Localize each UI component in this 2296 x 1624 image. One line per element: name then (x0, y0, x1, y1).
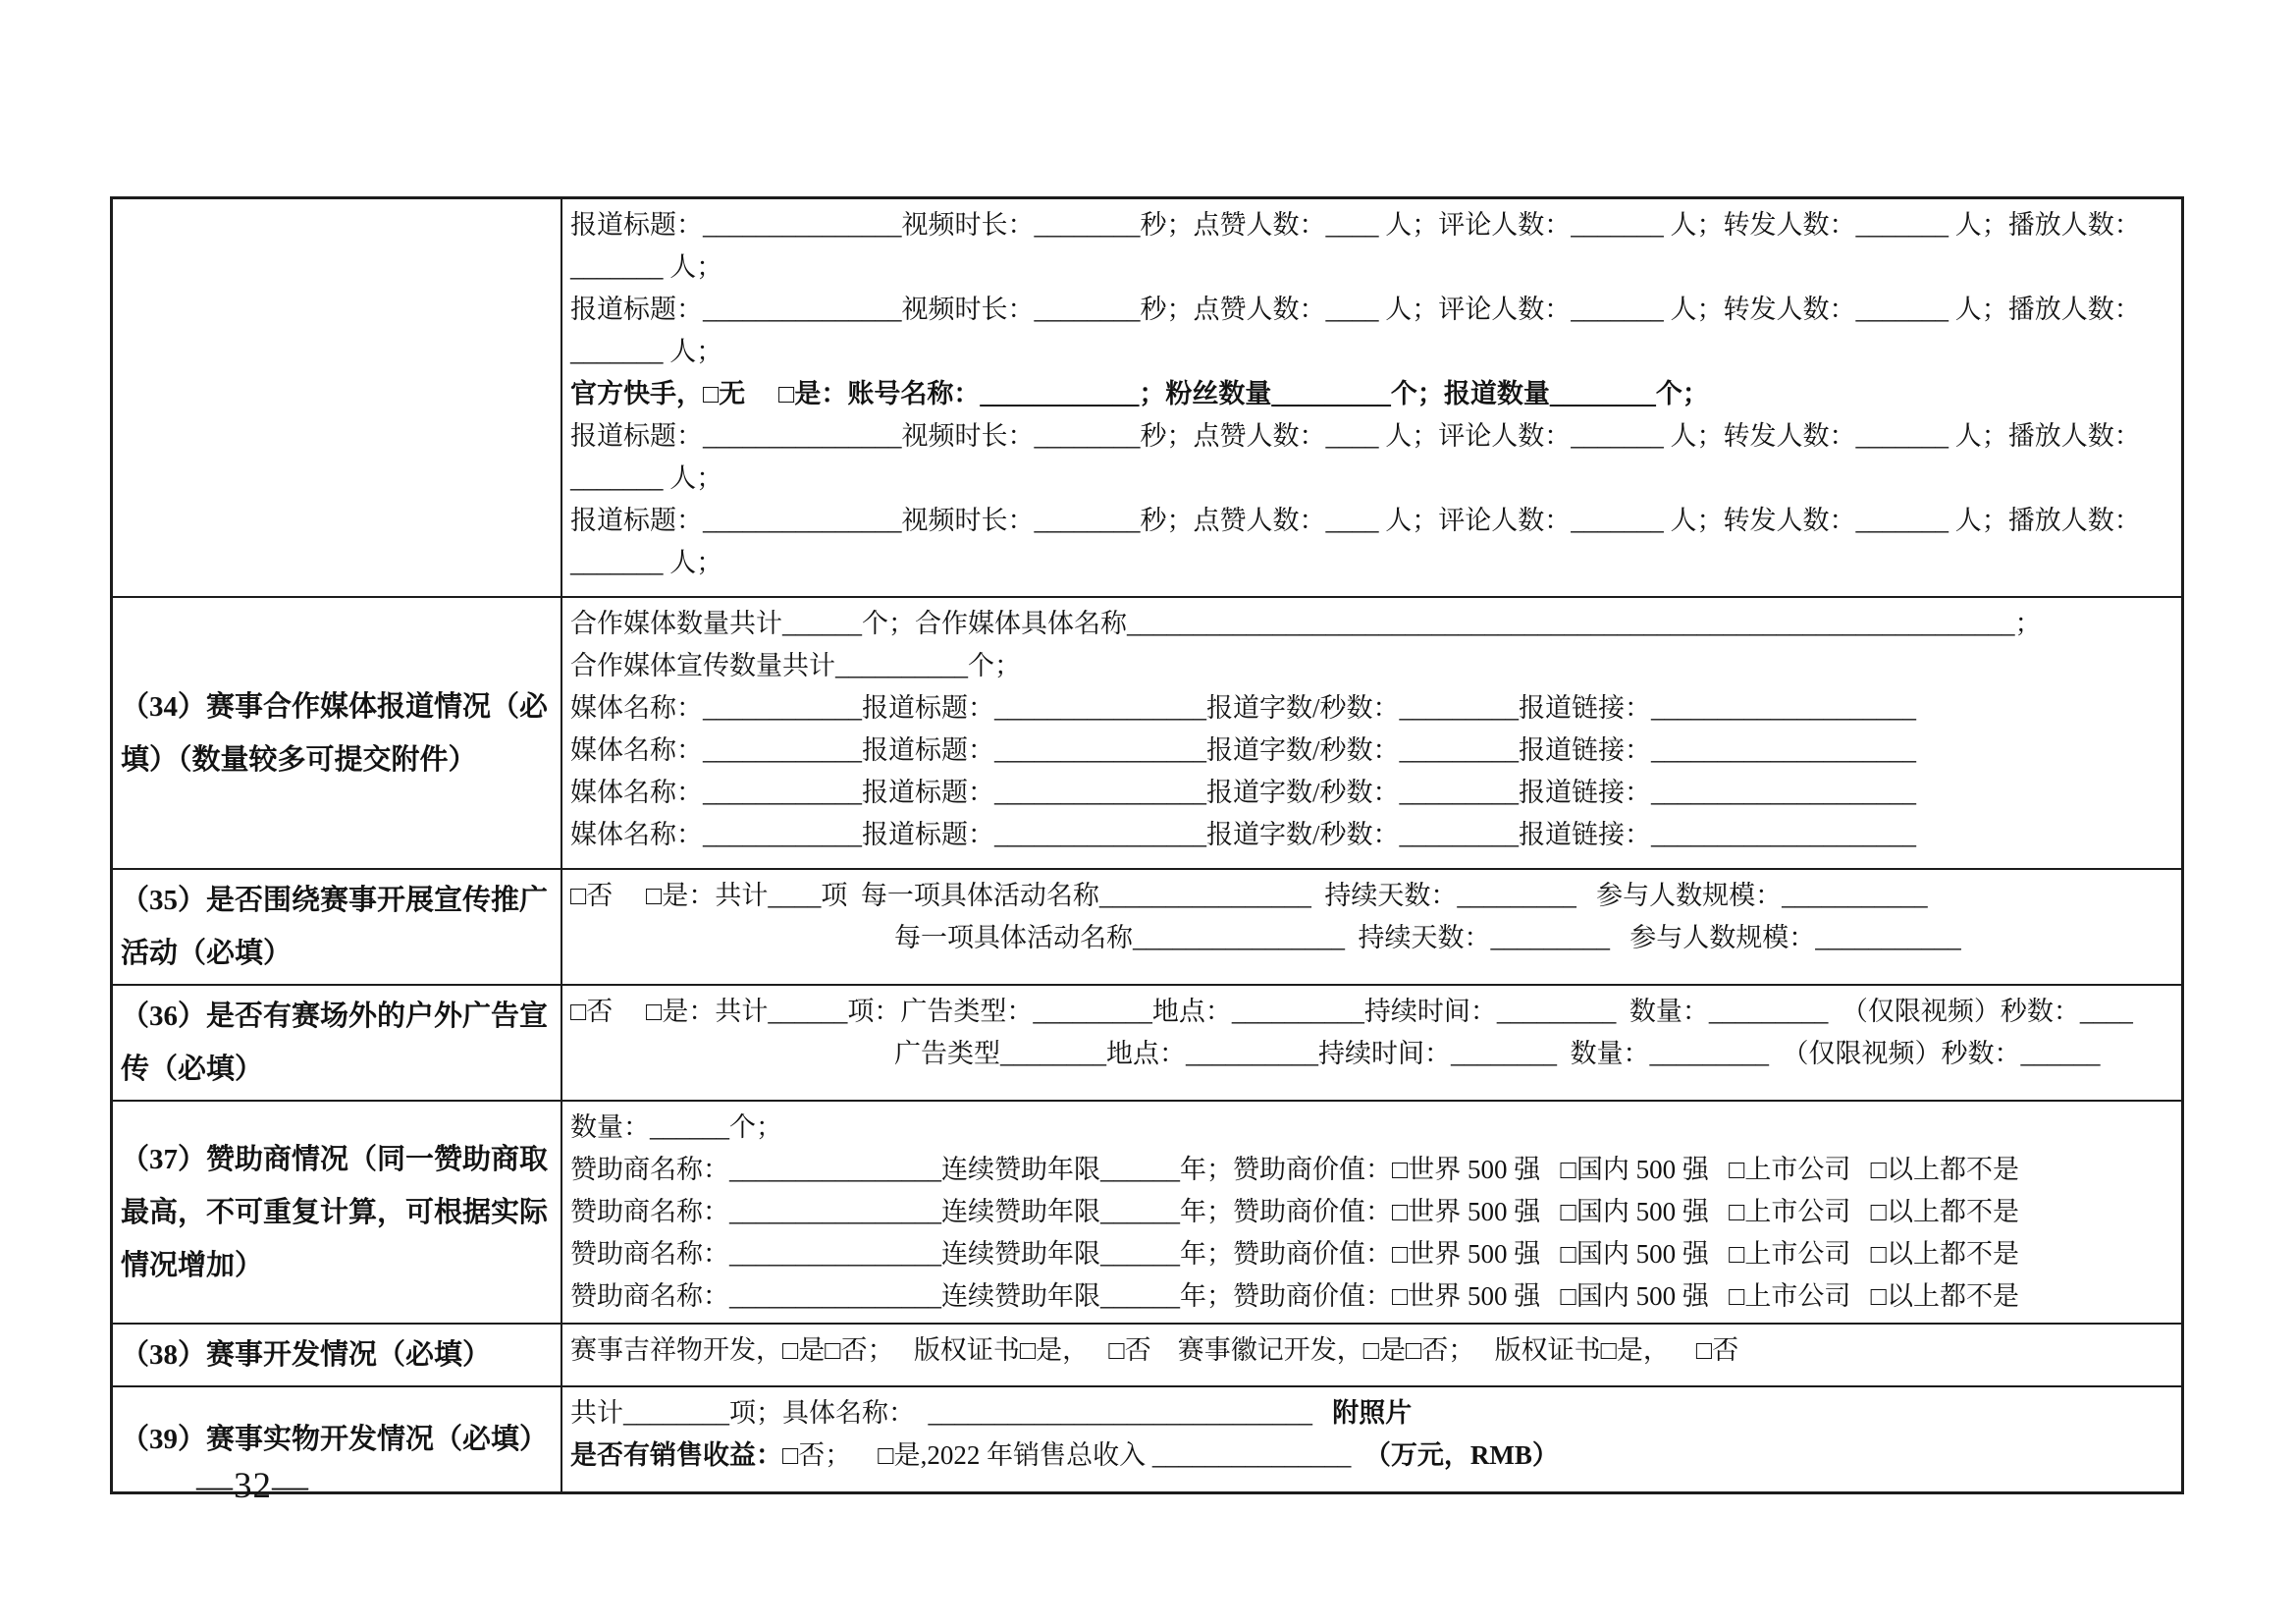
form-line-text: 赞助商名称：________________连续赞助年限______年；赞助商价值：□世界 500 强 □国内 500 强 □上市公司 □以上都不是 (570, 1239, 2019, 1269)
row-label (113, 1325, 562, 1385)
form-line (570, 1275, 2175, 1318)
form-line-text-bold: 官方快手，□无 □是：账号名称：____________；粉丝数量_________个；报道数量________个； (570, 379, 1709, 408)
form-line-text: 报道标题：_______________视频时长：________秒；点赞人数：____ 人；评论人数：_______ 人；转发人数：_______ 人；播放人数：_______ 人； (570, 421, 2141, 493)
form-line (570, 1107, 2175, 1149)
form-line-text: □否 □是：共计____项 每一项具体活动名称________________ 持续天数：_________ 参与人数规模：___________ (570, 881, 1928, 910)
form-line (570, 687, 2175, 730)
row-label-text: （36）是否有赛场外的户外广告宣传（必填） (121, 1001, 549, 1085)
row-content (562, 199, 2181, 596)
row-label (113, 199, 562, 596)
form-line-text: 媒体名称：____________报道标题：________________报道字数/秒数：_________报道链接：____________________ (570, 693, 1917, 723)
row-content (562, 1325, 2181, 1385)
row-label-text: （34）赛事合作媒体报道情况（必填）（数量较多可提交附件） (121, 690, 549, 776)
form-line (570, 875, 2175, 917)
form-line-text: 合作媒体数量共计______个；合作媒体具体名称___________________________________________________________________； (570, 609, 2042, 638)
form-line-text: 每一项具体活动名称________________ 持续天数：_________ 参与人数规模：___________ (894, 923, 1961, 952)
form-line (570, 204, 2175, 289)
form-table (110, 196, 2184, 1494)
form-line-text-bold: （万元，RMB） (1363, 1440, 1559, 1470)
form-line (570, 289, 2175, 373)
form-line-text: 报道标题：_______________视频时长：________秒；点赞人数：____ 人；评论人数：_______ 人；转发人数：_______ 人；播放人数：_______ 人； (570, 210, 2141, 282)
row-label (113, 1387, 562, 1491)
row-content (562, 1387, 2181, 1491)
row-label (113, 1102, 562, 1323)
form-line-text: 赞助商名称：________________连续赞助年限______年；赞助商价值：□世界 500 强 □国内 500 强 □上市公司 □以上都不是 (570, 1281, 2019, 1311)
form-line (570, 603, 2175, 645)
form-line-text: □否 □是：共计______项：广告类型：_________地点：__________持续时间：_________ 数量：_________ （仅限视频）秒数：____ (570, 997, 2133, 1026)
row-label-text: （39）赛事实物开发情况（必填） (121, 1424, 549, 1455)
row-label (113, 986, 562, 1100)
form-line (570, 917, 2175, 959)
row-content (562, 870, 2181, 984)
form-line-text: 合作媒体宣传数量共计__________个； (570, 651, 1021, 680)
table-row-r35 (113, 868, 2181, 984)
form-line-text: 广告类型________地点：__________持续时间：________ 数量：_________ （仅限视频）秒数：______ (894, 1039, 2101, 1068)
form-line-text: 媒体名称：____________报道标题：________________报道字数/秒数：_________报道链接：____________________ (570, 820, 1917, 849)
form-line (570, 730, 2175, 772)
form-line (570, 415, 2175, 500)
table-row-r39 (113, 1385, 2181, 1491)
form-line-text: 共计________项；具体名称： _____________________________ (570, 1398, 1333, 1428)
form-line-text: 媒体名称：____________报道标题：________________报道字数/秒数：_________报道链接：____________________ (570, 735, 1917, 765)
form-line-text-bold: 是否有销售收益： (570, 1440, 782, 1470)
form-line (570, 1233, 2175, 1275)
form-line-text: □否； □是,2022 年销售总收入 _______________ (782, 1440, 1364, 1470)
table-row-r36 (113, 984, 2181, 1100)
row-content (562, 986, 2181, 1100)
form-line (570, 645, 2175, 687)
form-line (570, 772, 2175, 814)
page-number: —32— (196, 1466, 309, 1506)
form-line (570, 1149, 2175, 1191)
form-line-text: 赞助商名称：________________连续赞助年限______年；赞助商价值：□世界 500 强 □国内 500 强 □上市公司 □以上都不是 (570, 1197, 2019, 1226)
row-label-text: （37）赞助商情况（同一赞助商取最高，不可重复计算，可根据实际情况增加） (121, 1143, 549, 1281)
form-line (570, 373, 2175, 415)
form-line-text: 赛事吉祥物开发，□是□否； 版权证书□是， □否 赛事徽记开发，□是□否； 版权证书□是， □否 (570, 1335, 1739, 1365)
form-line-text: 赞助商名称：________________连续赞助年限______年；赞助商价值：□世界 500 强 □国内 500 强 □上市公司 □以上都不是 (570, 1155, 2019, 1184)
form-line-text-bold: 附照片 (1332, 1398, 1413, 1428)
row-label-text: （38）赛事开发情况（必填） (121, 1339, 492, 1371)
form-line (570, 1033, 2175, 1075)
table-row-r38 (113, 1323, 2181, 1385)
table-row-r-continued (113, 199, 2181, 596)
row-label-text: （35）是否围绕赛事开展宣传推广活动（必填） (121, 885, 549, 969)
form-line (570, 1191, 2175, 1233)
form-line-text: 报道标题：_______________视频时长：________秒；点赞人数：____ 人；评论人数：_______ 人；转发人数：_______ 人；播放人数：_______ 人； (570, 295, 2141, 366)
row-label (113, 598, 562, 868)
form-line-text: 数量：______个； (570, 1112, 782, 1142)
form-line-text: 媒体名称：____________报道标题：________________报道字数/秒数：_________报道链接：____________________ (570, 778, 1917, 807)
row-content (562, 1102, 2181, 1323)
table-row-r34 (113, 596, 2181, 868)
form-line (570, 1329, 2175, 1372)
form-line (570, 500, 2175, 584)
form-line (570, 1435, 2175, 1477)
form-line-text: 报道标题：_______________视频时长：________秒；点赞人数：____ 人；评论人数：_______ 人；转发人数：_______ 人；播放人数：_______ 人； (570, 506, 2141, 577)
table-row-r37 (113, 1100, 2181, 1323)
row-label (113, 870, 562, 984)
form-line (570, 991, 2175, 1033)
form-line (570, 1392, 2175, 1435)
form-line (570, 814, 2175, 856)
row-content (562, 598, 2181, 868)
